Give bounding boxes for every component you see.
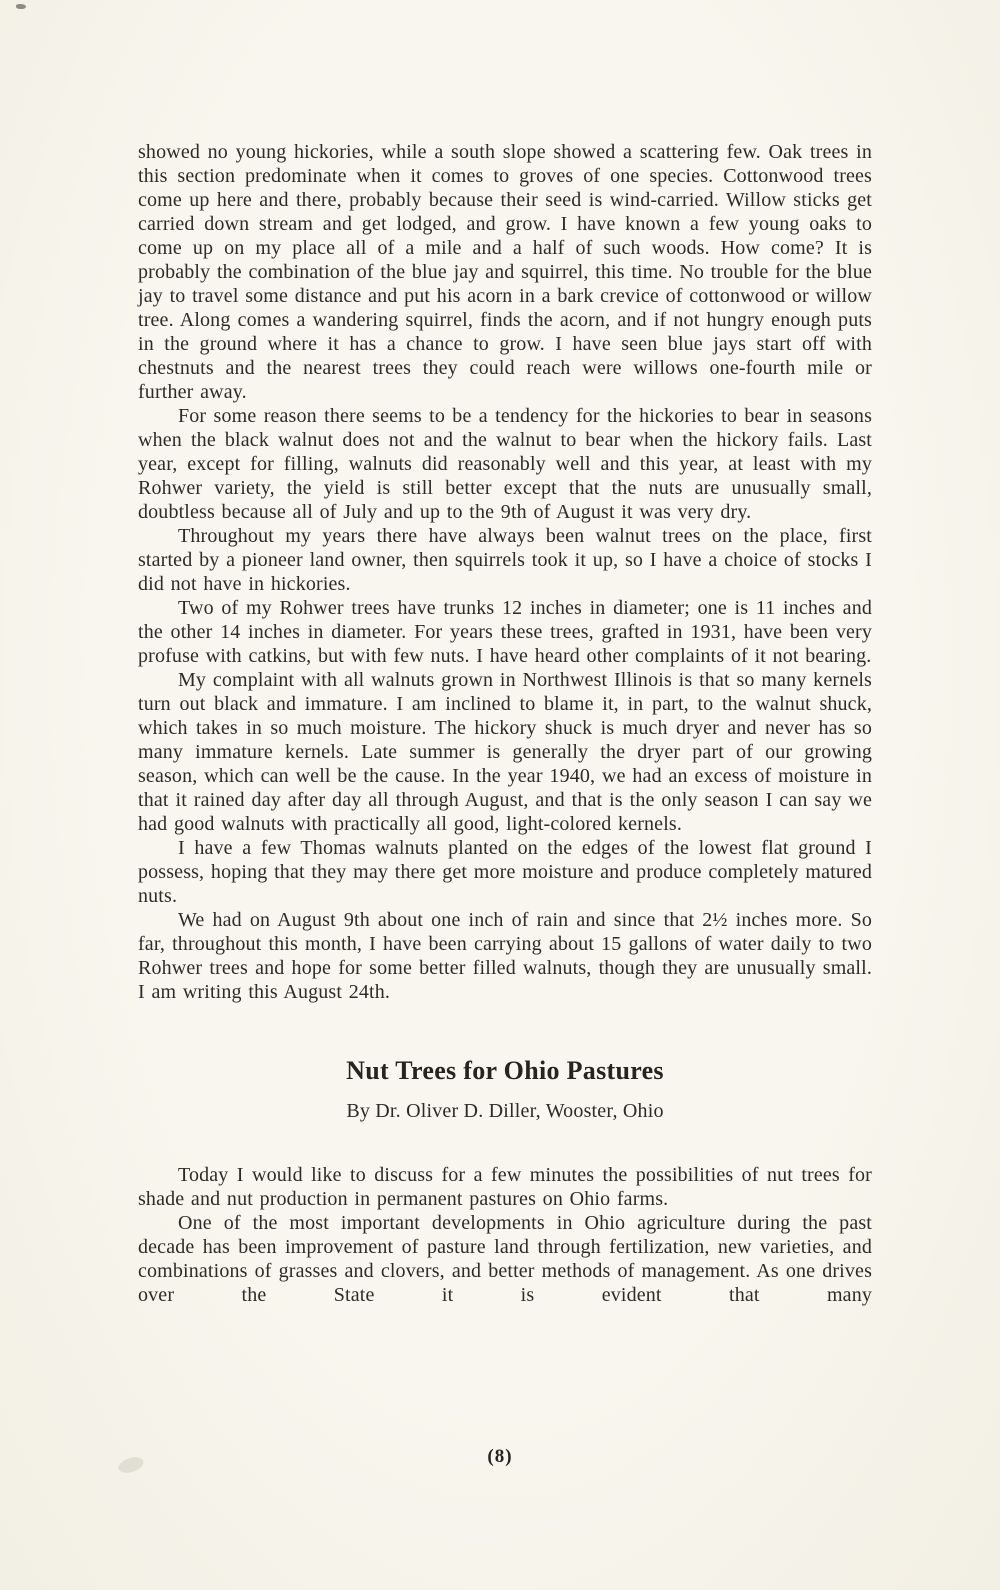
- section-title: Nut Trees for Ohio Pastures: [346, 1056, 664, 1085]
- body-paragraph: We had on August 9th about one inch of rain and since that 2½ inches more. So far, throughout this month, I have been carrying about 15 gallons of water daily to two Rohwer trees and hope for some better filled walnuts, though they are unusually small. I am writing this August 24th.: [138, 909, 872, 1003]
- text-column: [138, 140, 872, 1307]
- body-paragraph: Throughout my years there have always been walnut trees on the place, first started by a pioneer land owner, then squirrels took it up, so I have a choice of stocks I did not have in hickories.: [138, 525, 872, 595]
- body-paragraph: Two of my Rohwer trees have trunks 12 inches in diameter; one is 11 inches and the other 14 inches in diameter. For years these trees, grafted in 1931, have been very profuse with catkins, but with few nuts. I have heard other complaints of it not bearing.: [138, 597, 872, 667]
- section-paragraph: One of the most important developments in Ohio agriculture during the past decade has been improvement of pasture land through fertilization, new varieties, and combinations of grasses and clovers, and better methods of management. As one drives over the State it is evident that many: [138, 1212, 872, 1306]
- page-number: (8): [487, 1446, 513, 1467]
- body-paragraph: My complaint with all walnuts grown in Northwest Illinois is that so many kernels turn out black and immature. I am inclined to blame it, in part, to the walnut shuck, which takes in so much moisture. The hickory shuck is much dryer and never has so many immature kernels. Late summer is generally the dryer part of our growing season, which can well be the cause. In the year 1940, we had an excess of moisture in that it rained day after day all through August, and that is the only season I can say we had good walnuts with practically all good, light-colored kernels.: [138, 669, 872, 835]
- body-paragraph: showed no young hickories, while a south slope showed a scattering few. Oak trees in this section predominate when it comes to groves of one species. Cottonwood trees come up here and there, probably because their seed is wind-carried. Willow sticks get carried down stream and get lodged, and grow. I have known a few young oaks to come up on my place all of a mile and a half of such woods. How come? It is probably the combination of the blue jay and squirrel, this time. No trouble for the blue jay to travel some distance and put his acorn in a bark crevice of cottonwood or willow tree. Along comes a wandering squirrel, finds the acorn, and if not hungry enough puts in the ground where it has a chance to grow. I have seen blue jays start off with chestnuts and the nearest trees they could reach were willows one-fourth mile or further away.: [138, 141, 873, 403]
- section-byline: By Dr. Oliver D. Diller, Wooster, Ohio: [346, 1100, 664, 1122]
- section-paragraph: Today I would like to discuss for a few minutes the possibilities of nut trees for shade and nut production in permanent pastures on Ohio farms.: [138, 1164, 872, 1210]
- body-paragraph: For some reason there seems to be a tendency for the hickories to bear in seasons when the black walnut does not and the walnut to bear when the hickory fails. Last year, except for filling, walnuts did reasonably well and this year, at least with my Rohwer variety, the yield is still better except that the nuts are unusually small, doubtless because all of July and up to the 9th of August it was very dry.: [138, 405, 872, 523]
- section-body: [138, 1163, 872, 1307]
- body-paragraph: I have a few Thomas walnuts planted on the edges of the lowest flat ground I possess, hoping that they may there get more moisture and produce completely matured nuts.: [138, 837, 872, 907]
